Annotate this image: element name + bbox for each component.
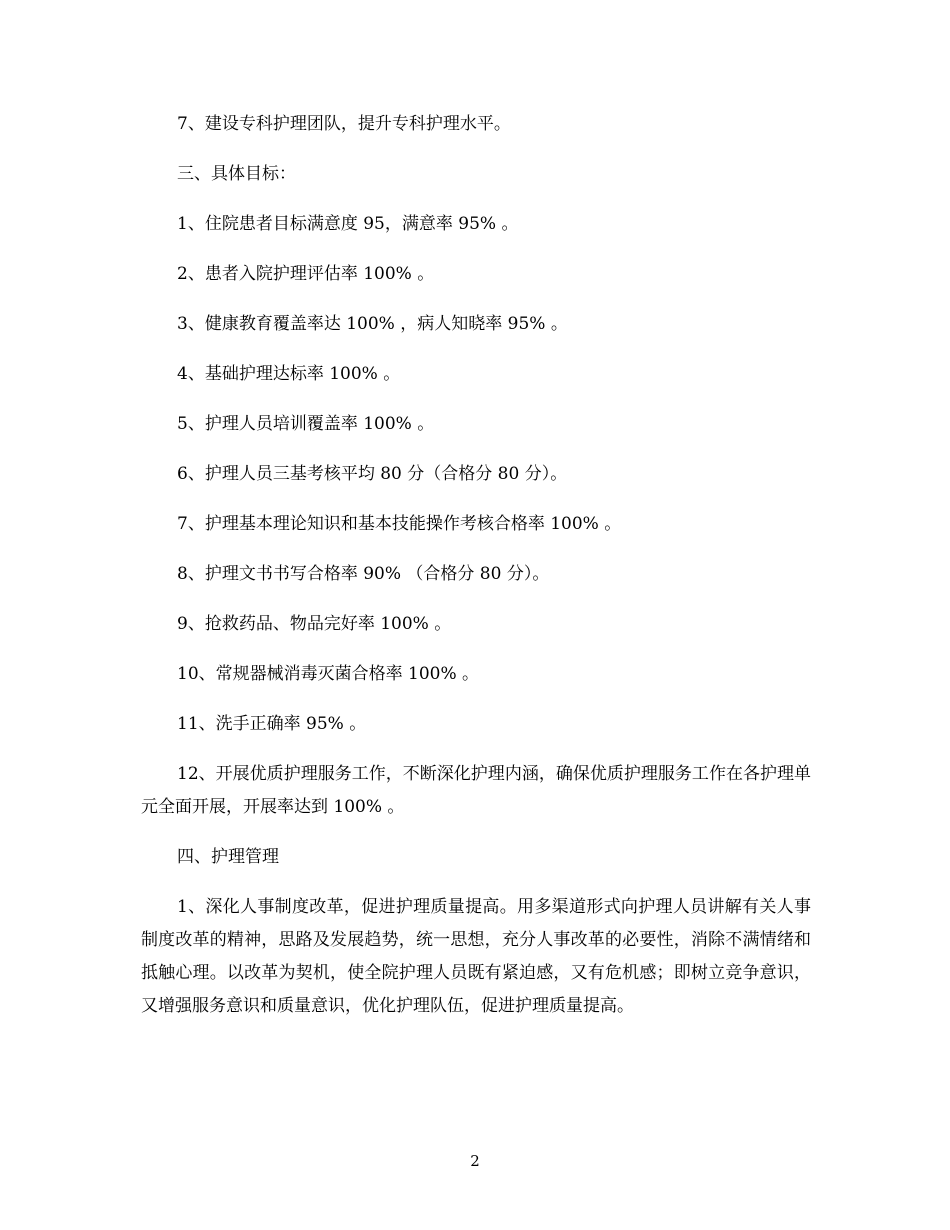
- goal-item-1: 1、住院患者目标满意度 95，满意率 95% 。: [177, 214, 519, 234]
- document-body: [141, 108, 811, 1040]
- goal-item-10: 10、常规器械消毒灭菌合格率 100% 。: [177, 664, 480, 684]
- page-number: 2: [470, 1152, 480, 1170]
- goal-item-6: 6、护理人员三基考核平均 80 分（合格分 80 分）。: [177, 464, 568, 484]
- goal-item-7: 7、护理基本理论知识和基本技能操作考核合格率 100% 。: [177, 514, 622, 534]
- section-heading-nursing-management: 四、护理管理: [177, 847, 279, 867]
- goal-item-12: 12、开展优质护理服务工作，不断深化护理内涵，确保优质护理服务工作在各护理单元全面开展，开展率达到 100% 。: [141, 764, 811, 817]
- goal-item-9: 9、抢救药品、物品完好率 100% 。: [177, 614, 452, 634]
- goal-item-11: 11、洗手正确率 95% 。: [177, 714, 367, 734]
- section-heading-specific-goals: 三、具体目标：: [177, 164, 296, 184]
- paragraph-item-7-specialty-team: 7、建设专科护理团队，提升专科护理水平。: [177, 114, 511, 134]
- goal-item-3: 3、健康教育覆盖率达 100% ，病人知晓率 95% 。: [177, 314, 568, 334]
- goal-item-5: 5、护理人员培训覆盖率 100% 。: [177, 414, 435, 434]
- management-item-1: 1、深化人事制度改革，促进护理质量提高。用多渠道形式向护理人员讲解有关人事制度改革的精神，思路及发展趋势，统一思想，充分人事改革的必要性，消除不满情绪和抵触心理。以改革为契机，使全院护理人员既有紧迫感，又有危机感；即树立竞争意识，又增强服务意识和质量意识，优化护理队伍，促进护理质量提高。: [141, 897, 811, 1016]
- goal-item-8: 8、护理文书书写合格率 90% （合格分 80 分）。: [177, 564, 550, 584]
- goal-item-2: 2、患者入院护理评估率 100% 。: [177, 264, 435, 284]
- goal-item-4: 4、基础护理达标率 100% 。: [177, 364, 401, 384]
